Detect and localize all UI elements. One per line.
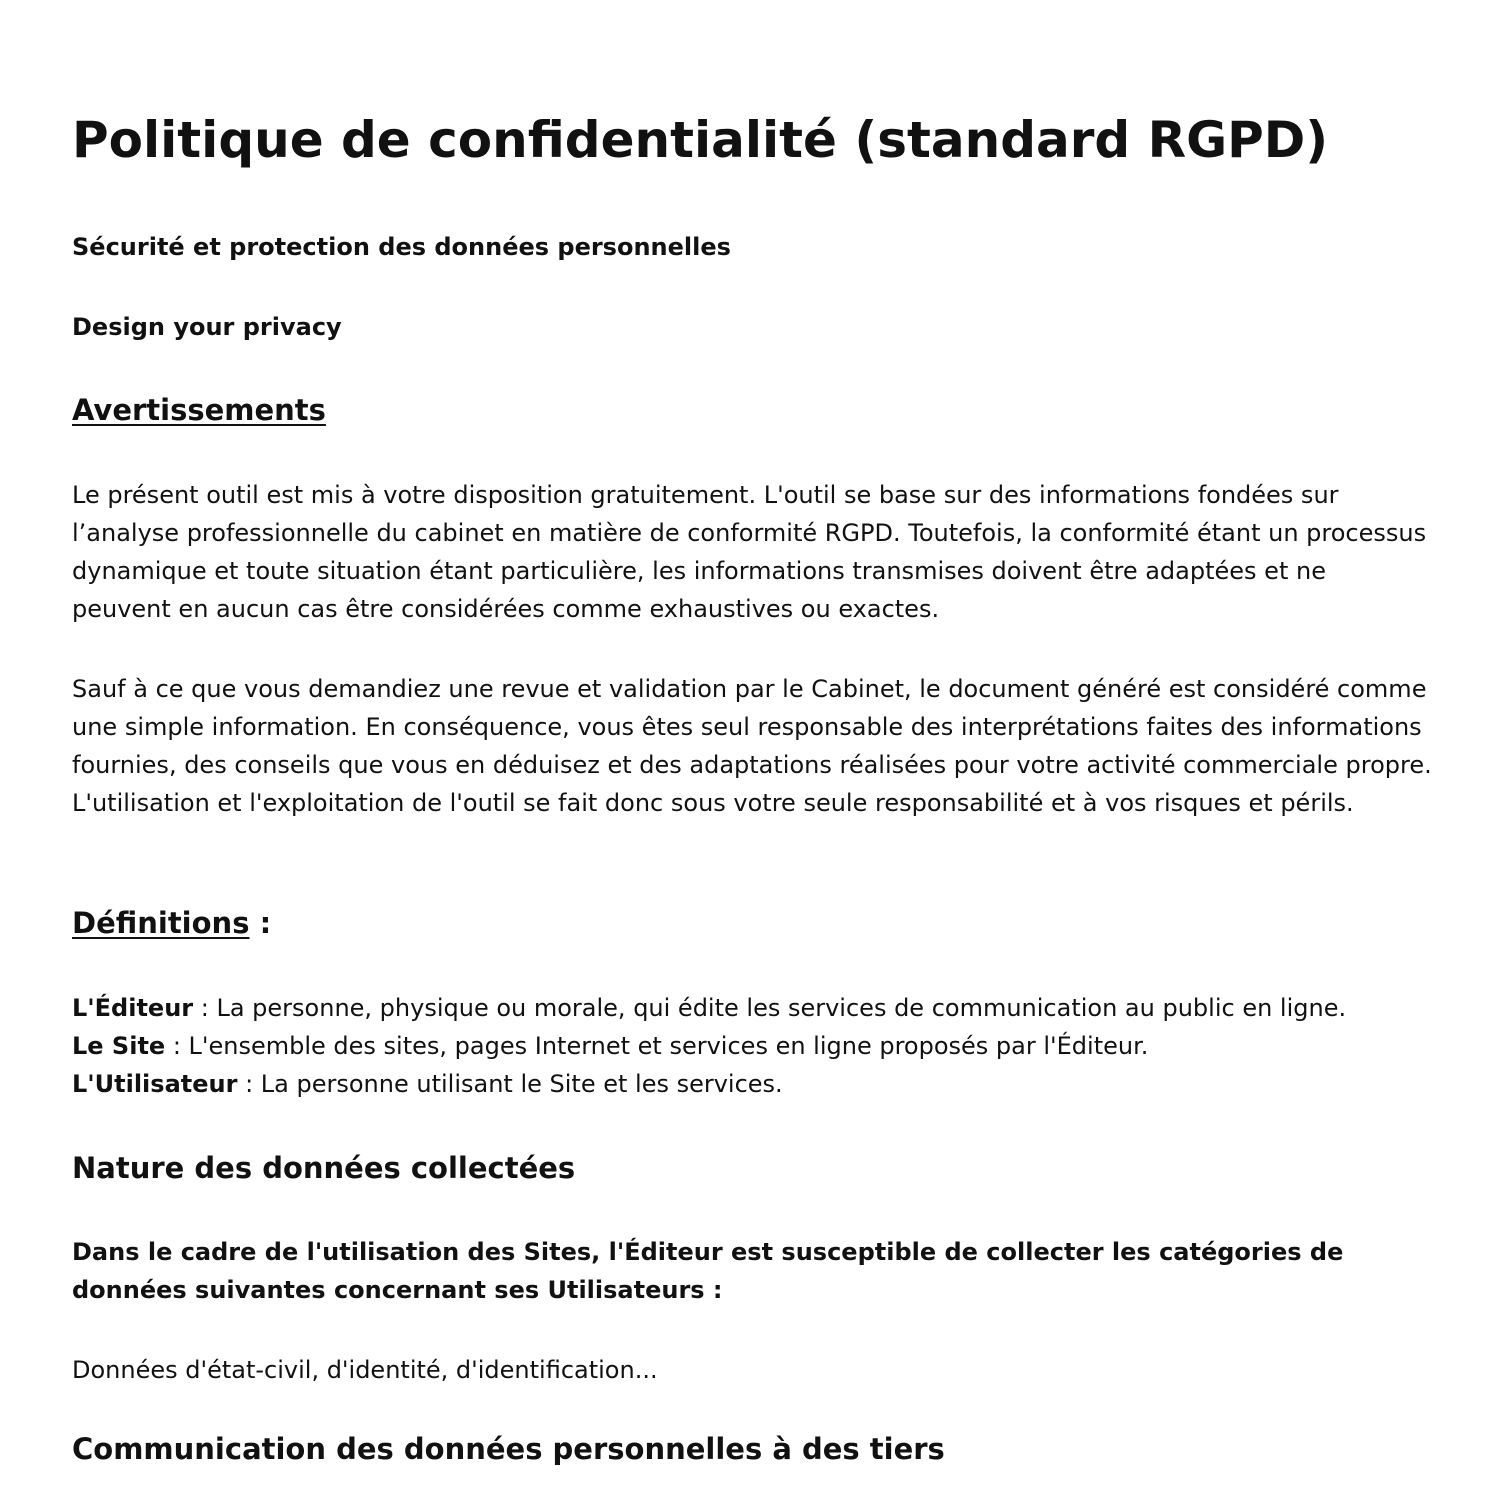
definition-list [72,989,1432,1103]
document-subtitle: Sécurité et protection des données personnelles [72,233,731,261]
nature-text: Données d'état-civil, d'identité, d'identification... [72,1356,658,1384]
avertissements-paragraph-2: Sauf à ce que vous demandiez une revue et validation par le Cabinet, le document généré est considéré comme une simple information. En conséquence, vous êtes seul responsable des interprétations faites des informations fournies, des conseils que vous en déduisez et des adaptations réalisées pour votre activité commerciale propre. L'utilisation et l'exploitation de l'outil se fait donc sous votre seule responsabilité et à vos risques et périls. [72,675,1432,817]
heading-definitions-suffix: : [249,906,272,940]
section-heading-communication: Communication des données personnelles à des tiers [72,1432,945,1466]
heading-definitions-text: Définitions [72,906,250,940]
definition-item [72,994,1346,1022]
nature-intro: Dans le cadre de l'utilisation des Sites, l'Éditeur est susceptible de collecter les catégories de données suivantes concernant ses Utilisateurs : [72,1238,1344,1304]
section-heading-avertissements [72,390,326,430]
heading-avertissements-text: Avertissements [72,393,326,427]
definition-text: : La personne, physique ou morale, qui édite les services de communication au public en ligne. [193,994,1347,1022]
definition-term: Le Site [72,1032,166,1060]
definition-text: : La personne utilisant le Site et les services. [237,1070,783,1098]
definition-term: L'Éditeur [72,994,194,1022]
definition-item [72,1032,1148,1060]
section-heading-definitions [72,903,271,943]
page-title: Politique de confidentialité (standard RGPD) [72,111,1329,169]
avertissements-paragraph-1: Le présent outil est mis à votre disposition gratuitement. L'outil se base sur des informations fondées sur l’analyse professionnelle du cabinet en matière de conformité RGPD. Toutefois, la conformité étant un processus dynamique et toute situation étant particulière, les informations transmises doivent être adaptées et ne peuvent en aucun cas être considérées comme exhaustives ou exactes. [72,481,1427,623]
section-heading-nature: Nature des données collectées [72,1151,576,1185]
definition-term: L'Utilisateur [72,1070,238,1098]
document-tagline: Design your privacy [72,313,342,341]
definition-text: : L'ensemble des sites, pages Internet et services en ligne proposés par l'Éditeur. [165,1032,1149,1060]
definition-item [72,1070,783,1098]
